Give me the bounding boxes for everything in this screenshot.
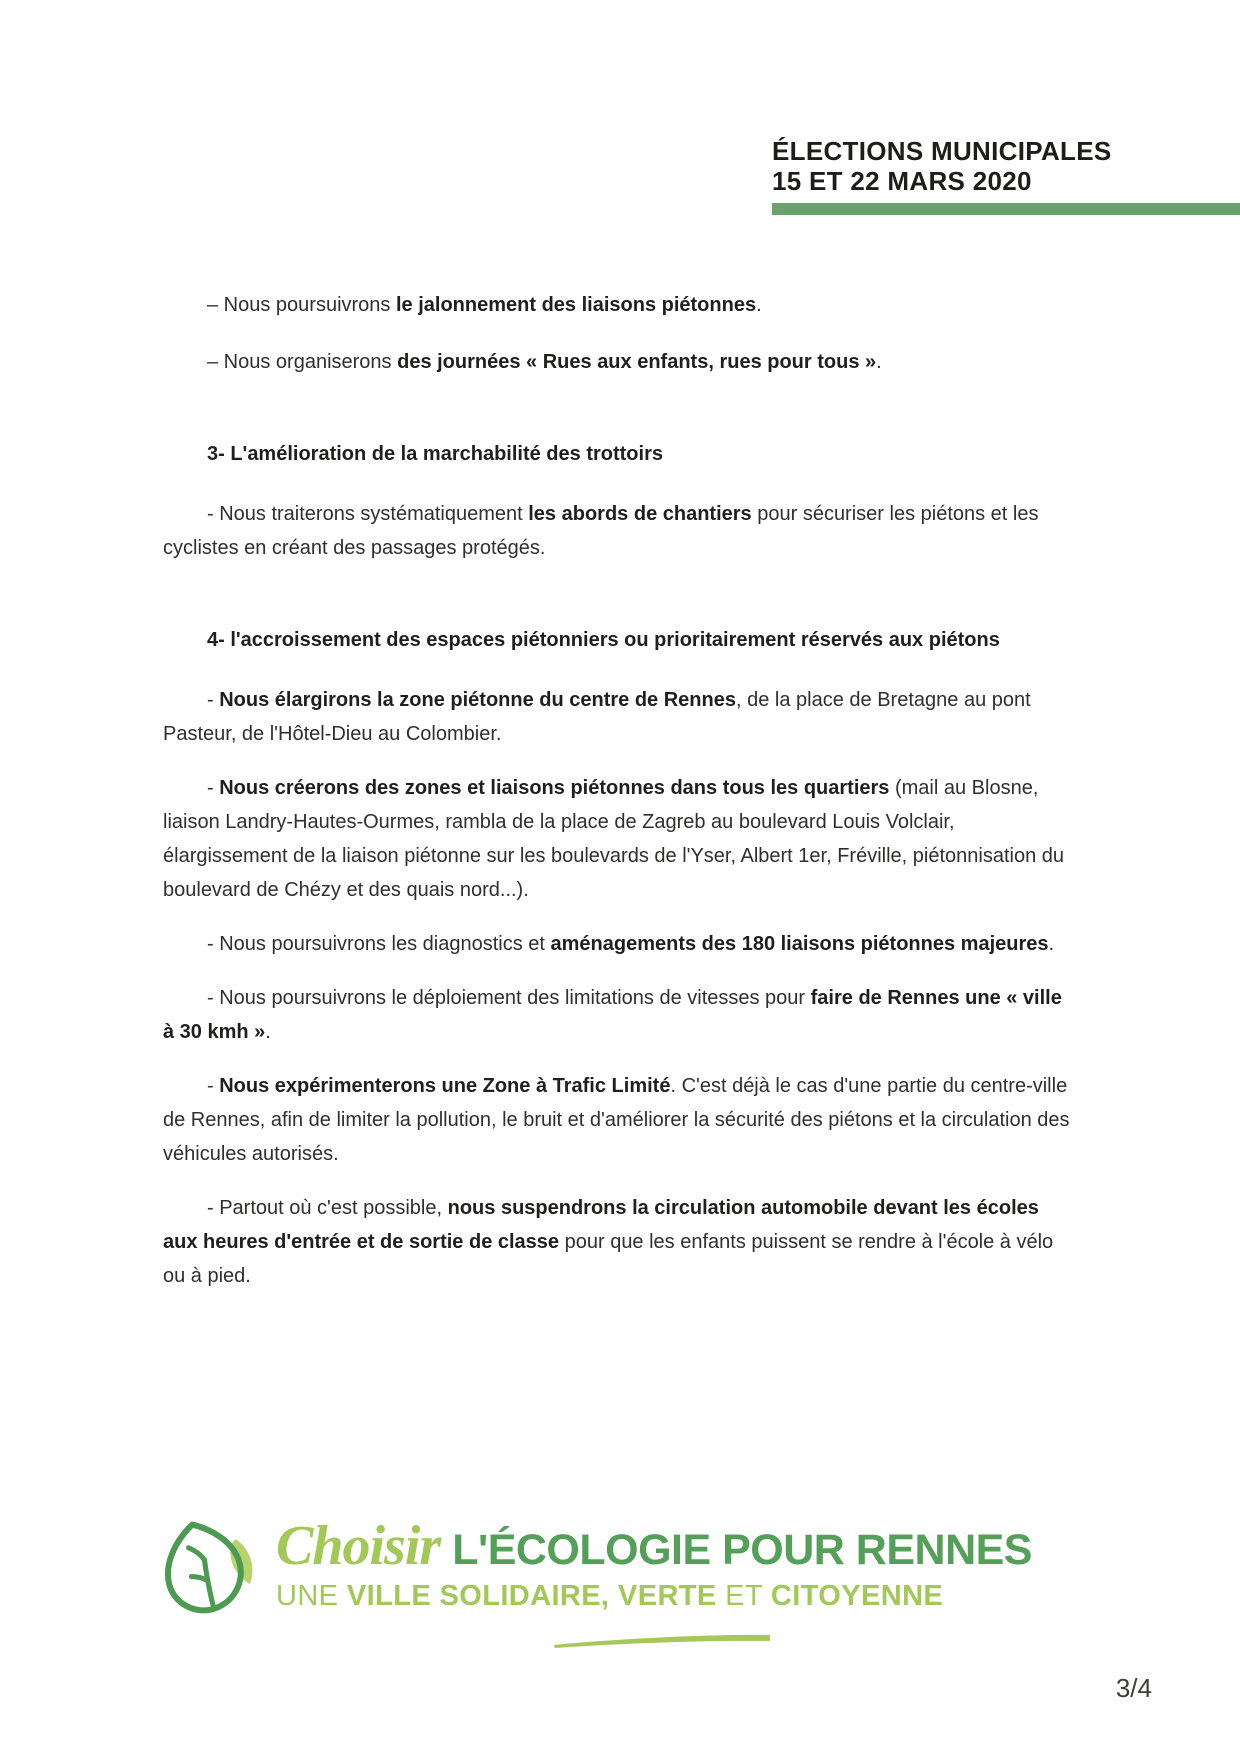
emphasized-text: VERTE [617, 1580, 717, 1612]
body-text: - [207, 1075, 220, 1097]
emphasized-text: 3- L'amélioration de la marchabilité des trottoirs [207, 443, 663, 465]
paragraph [163, 683, 1078, 751]
body-text [609, 1580, 617, 1612]
election-header [772, 136, 1112, 196]
emphasized-text: Nous expérimenterons une Zone à Trafic Limité [219, 1075, 671, 1097]
body-text: pour sécuriser les piétons et les cyclistes en créant des passages protégés. [163, 503, 1039, 559]
body-text: . [876, 351, 882, 373]
logo-main-title: L'ÉCOLOGIE POUR RENNES [452, 1526, 1032, 1574]
body-text: – Nous organiserons [207, 351, 398, 373]
body-text: - Nous poursuivrons le déploiement des limitations de vitesses pour [207, 987, 811, 1009]
paragraph [163, 288, 1078, 322]
header-line2: 15 ET 22 MARS 2020 [772, 166, 1032, 196]
section-heading [163, 623, 1078, 657]
body-text: . C'est déjà le cas d'une partie du centre-ville de Rennes, afin de limiter la pollution, le bruit et d'améliorer la sécurité des piétons et la circulation des véhicules autorisés. [163, 1075, 1070, 1165]
leaf-logo-icon [158, 1516, 262, 1626]
header-accent-bar [772, 203, 1240, 215]
paragraph [163, 345, 1078, 379]
body-text: - Nous traiterons systématiquement [207, 503, 529, 525]
body-text: . [1048, 933, 1055, 955]
emphasized-text: nous suspendrons la circulation automobile devant les écoles aux heures d'entrée et de sortie de classe [163, 1197, 1039, 1253]
emphasized-text: VILLE SOLIDAIRE, [346, 1580, 610, 1612]
body-text: UNE [276, 1580, 347, 1612]
body-text: , de la place de Bretagne au pont Pasteur, de l'Hôtel-Dieu au Colombier. [163, 689, 1031, 745]
logo-title [276, 1515, 1032, 1577]
body-text: - Partout où c'est possible, [207, 1197, 448, 1219]
page-number: 3/4 [1115, 1673, 1152, 1703]
body-text: – Nous poursuivrons [207, 294, 396, 316]
body-text: ET [716, 1580, 771, 1612]
logo-text [276, 1516, 1032, 1613]
section-heading [163, 437, 1078, 471]
paragraph [163, 1069, 1078, 1171]
underline-swoosh [552, 1632, 772, 1648]
logo-script-word: Choisir [276, 1515, 441, 1577]
emphasized-text: aménagements des 180 liaisons piétonnes majeures [550, 933, 1049, 955]
header-line1: ÉLECTIONS MUNICIPALES [772, 136, 1112, 166]
emphasized-text: faire de Rennes une « ville à 30 kmh » [163, 987, 1062, 1043]
body-text: - [207, 689, 220, 711]
body-text: - [207, 777, 220, 799]
body-text: pour que les enfants puissent se rendre à l'école à vélo ou à pied. [163, 1231, 1054, 1287]
emphasized-text: 4- l'accroissement des espaces piétonniers ou prioritairement réservés aux piétons [207, 629, 1000, 651]
paragraph [163, 927, 1078, 961]
emphasized-text: les abords de chantiers [528, 503, 752, 525]
paragraph [163, 771, 1078, 907]
campaign-logo [158, 1516, 1032, 1626]
emphasized-text: des journées « Rues aux enfants, rues pour tous » [397, 351, 877, 373]
logo-tagline [276, 1579, 1032, 1613]
paragraph [163, 497, 1078, 565]
paragraph [163, 1191, 1078, 1293]
body-text: . [756, 294, 762, 316]
emphasized-text: Nous créerons des zones et liaisons piétonnes dans tous les quartiers [219, 777, 890, 799]
body-text: - Nous poursuivrons les diagnostics et [207, 933, 551, 955]
emphasized-text: Nous élargirons la zone piétonne du centre de Rennes [219, 689, 736, 711]
emphasized-text: le jalonnement des liaisons piétonnes [395, 294, 757, 316]
body-text: . [265, 1021, 271, 1043]
paragraph [163, 981, 1078, 1049]
document-body [163, 288, 1078, 1313]
emphasized-text: CITOYENNE [770, 1580, 944, 1612]
body-text: (mail au Blosne, liaison Landry-Hautes-Ourmes, rambla de la place de Zagreb au boulevard Louis Volclair, élargissement de la liaison piétonne sur les boulevards de l'Yser, Albert 1er, Fréville, piétonnisation du boulevard de Chézy et des quais nord...). [163, 777, 1065, 901]
